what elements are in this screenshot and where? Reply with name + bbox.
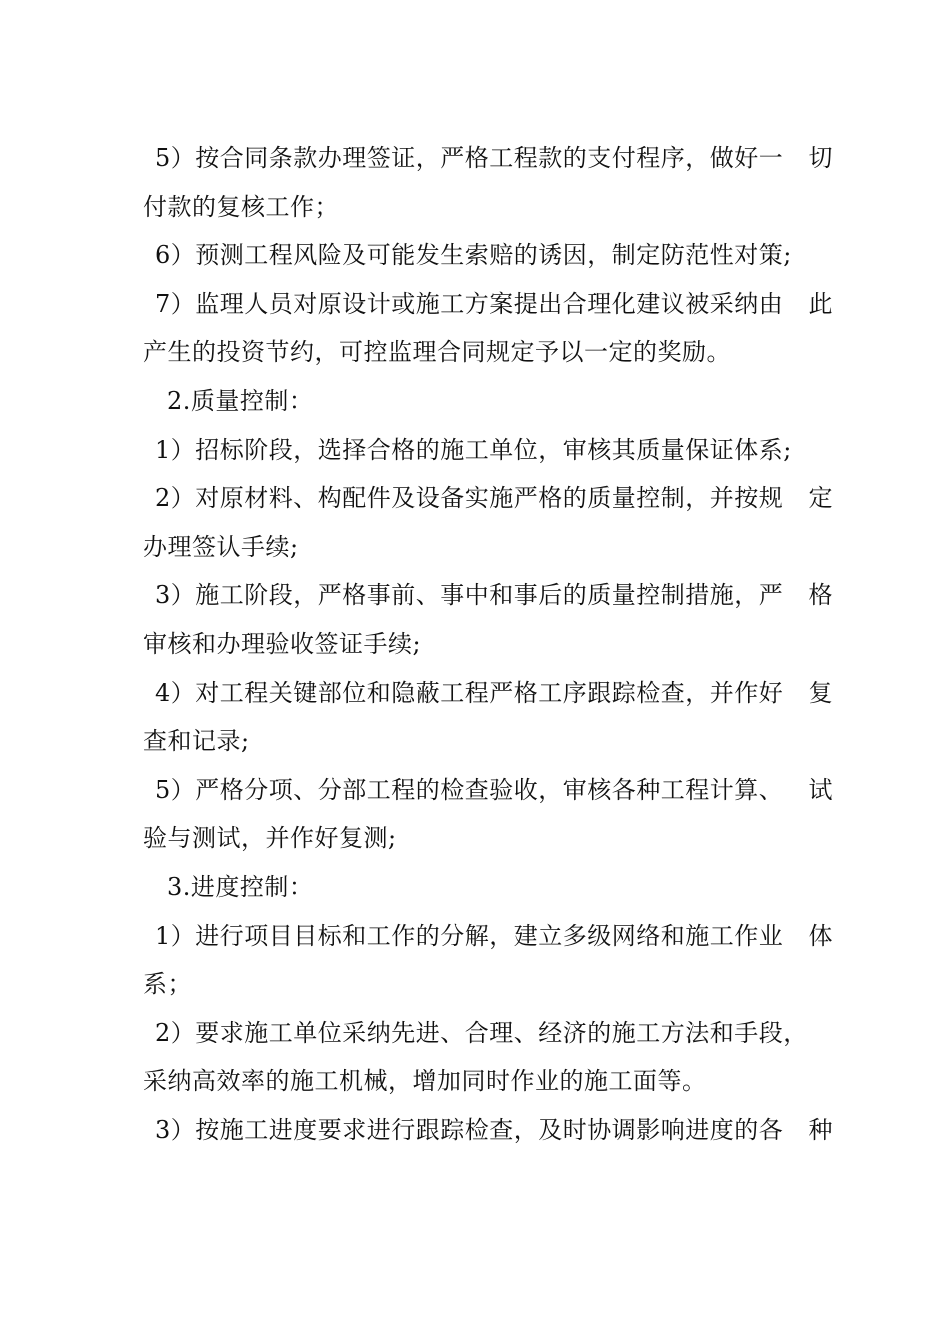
text-line-4-main: 7）监理人员对原设计或施工方案提出合理化建议被采纳由 — [155, 289, 784, 318]
text-line-20-main: 采纳高效率的施工机械，增加同时作业的施工面等。 — [143, 1067, 707, 1096]
text-line-3-main: 6）预测工程风险及可能发生索赔的诱因，制定防范性对策; — [155, 241, 792, 270]
text-line-15 — [143, 814, 833, 863]
text-line-11-main: 审核和办理验收签证手续; — [143, 629, 422, 658]
text-line-14 — [143, 766, 833, 815]
text-line-17-end: 体 — [808, 921, 833, 950]
text-line-18-main: 系； — [143, 970, 192, 999]
text-line-9 — [143, 523, 833, 572]
text-line-13 — [143, 717, 833, 766]
text-line-12-main: 4）对工程关键部位和隐蔽工程严格工序跟踪检查，并作好 — [155, 678, 784, 707]
text-line-8 — [143, 474, 833, 523]
text-line-16-main: 3.进度控制： — [167, 872, 314, 901]
text-line-7-main: 1）招标阶段，选择合格的施工单位，审核其质量保证体系; — [155, 435, 792, 464]
text-line-12-end: 复 — [808, 678, 833, 707]
text-line-9-main: 办理签认手续; — [143, 532, 299, 561]
text-line-14-main: 5）严格分项、分部工程的检查验收，审核各种工程计算、 — [155, 775, 784, 804]
text-line-15-main: 验与测试，并作好复测; — [143, 824, 397, 853]
text-line-11 — [143, 620, 833, 669]
text-line-5 — [143, 328, 833, 377]
text-line-3 — [143, 231, 833, 280]
text-line-14-end: 试 — [808, 775, 833, 804]
text-line-8-main: 2）对原材料、构配件及设备实施严格的质量控制，并按规 — [155, 484, 784, 513]
text-line-18 — [143, 960, 833, 1009]
text-line-8-end: 定 — [808, 484, 833, 513]
text-line-21-main: 3）按施工进度要求进行跟踪检查，及时协调影响进度的各 — [155, 1115, 784, 1144]
text-line-21-end: 种 — [808, 1115, 833, 1144]
text-line-19-main: 2）要求施工单位采纳先进、合理、经济的施工方法和手段， — [155, 1018, 808, 1047]
text-line-17 — [143, 912, 833, 961]
text-line-4 — [143, 280, 833, 329]
text-line-10 — [143, 571, 833, 620]
text-line-12 — [143, 669, 833, 718]
text-line-13-main: 查和记录; — [143, 727, 250, 756]
text-line-1-end: 切 — [808, 144, 833, 172]
text-line-4-end: 此 — [808, 289, 833, 318]
text-line-21 — [143, 1106, 833, 1155]
text-line-2-main: 付款的复核工作； — [143, 192, 339, 221]
text-line-20 — [143, 1057, 833, 1106]
text-line-7 — [143, 426, 833, 475]
text-line-6-main: 2.质量控制： — [167, 386, 314, 415]
section-heading-schedule — [143, 863, 833, 912]
text-line-19 — [143, 1009, 833, 1058]
text-line-2 — [143, 183, 833, 232]
text-line-17-main: 1）进行项目目标和工作的分解，建立多级网络和施工作业 — [155, 921, 784, 950]
text-line-1-main: 5）按合同条款办理签证，严格工程款的支付程序，做好一 — [155, 144, 784, 172]
text-line-5-main: 产生的投资节约，可控监理合同规定予以一定的奖励。 — [143, 338, 731, 367]
text-line-10-main: 3）施工阶段，严格事前、事中和事后的质量控制措施，严 — [155, 581, 784, 610]
text-line-10-end: 格 — [808, 581, 833, 610]
section-heading-quality — [143, 377, 833, 426]
document-body — [143, 134, 833, 1154]
text-line-1 — [143, 134, 833, 183]
